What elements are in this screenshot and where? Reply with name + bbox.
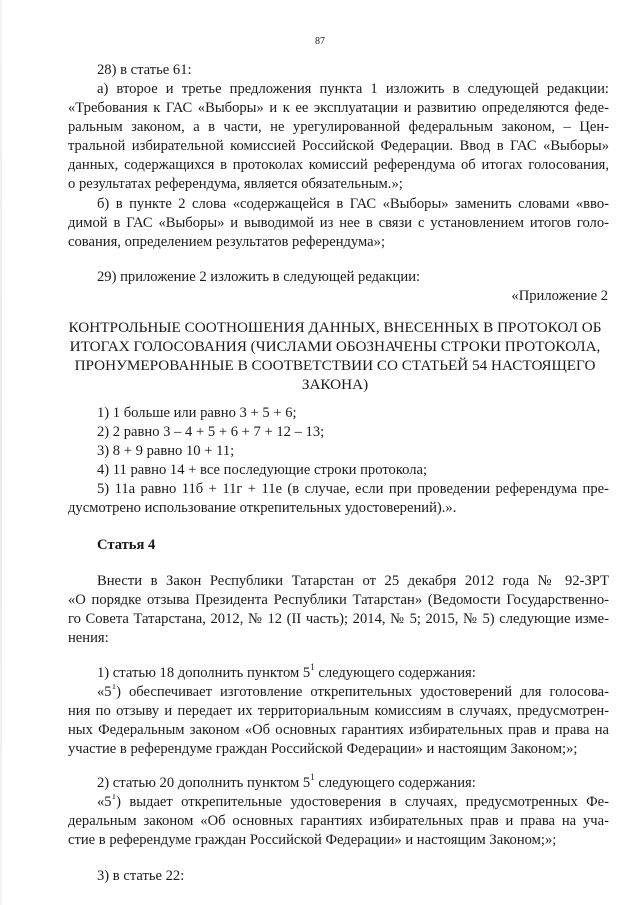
item-28-heading: 28) в статье 61:	[97, 62, 192, 78]
ratio-item: дусмотрено использование открепительных удостоверений).».	[68, 500, 457, 516]
paragraph-line: «$5^1$) выдает открепительные удостоверения в случаях, предусмотренных Фе-	[97, 794, 609, 810]
paragraph-line: а) второе и третье предложения пункта 1 изложить в следующей редакции:	[97, 81, 609, 97]
ratio-item: 4) 11 равно 14 + все последующие строки протокола;	[97, 462, 428, 478]
ratio-item: 2) 2 равно 3 – 4 + 5 + 6 + 7 + 12 – 13;	[97, 424, 325, 440]
appendix-heading-line: ПРОНУМЕРОВАННЫЕ В СООТВЕТСТВИИ СО СТАТЬЕЙ 54 НАСТОЯЩЕГО	[74, 357, 596, 374]
paragraph-line: Внести в Закон Республики Татарстан от 25 декабря 2012 года № 92-ЗРТ	[97, 573, 609, 589]
appendix-heading-line: ЗАКОНА)	[301, 376, 369, 393]
ratio-item: 3) 8 + 9 равно 10 + 11;	[97, 443, 235, 459]
paragraph-line: нения:	[68, 630, 109, 646]
paragraph-line: ральным законом, а в части, не урегулированной федеральным законом, – Цен-	[68, 119, 609, 135]
page-number: 87	[315, 36, 325, 47]
paragraph-line: димой в ГАС «Выборы» и выводимой из нее в связи с установлением итогов голо-	[68, 215, 609, 231]
article4-item-3-heading: 3) в статье 22:	[97, 868, 185, 884]
paragraph-line: ния по отзыву и передает их территориальным комиссиям в случаях, предусмотрен-	[68, 703, 609, 719]
paragraph-line: б) в пункте 2 слова «содержащейся в ГАС «Выборы» заменить словами «вво-	[97, 196, 609, 212]
article4-item-1-heading: 1) статью 18 дополнить пунктом $5^1$ следующего содержания:	[97, 662, 476, 681]
article4-item-2-heading: 2) статью 20 дополнить пунктом $5^1$ следующего содержания:	[97, 772, 476, 791]
paragraph-line: о результатах референдума, является обязательным.»;	[68, 176, 403, 192]
ratio-item: 5) 11а равно 11б + 11г + 11е (в случае, если при проведении референдума пре-	[97, 481, 609, 497]
paragraph-line: данных, содержащихся в протоколах комиссий референдума об итогах голосования,	[68, 157, 609, 173]
ratio-item: 1) 1 больше или равно 3 + 5 + 6;	[97, 405, 297, 421]
paragraph-line: участие в референдуме граждан Российской Федерации» и настоящим Законом;»;	[68, 741, 578, 757]
paragraph-line: деральным законом «Об основных гарантиях избирательных прав и права на уча-	[68, 813, 609, 829]
scan-margin	[0, 0, 2, 905]
paragraph-line: стие в референдуме граждан Российской Федерации» и настоящим Законом;»;	[68, 832, 557, 848]
paragraph-line: сования, определением результатов референдума»;	[68, 234, 385, 250]
paragraph-line: го Совета Татарстана, 2012, № 12 (II часть); 2014, № 5; 2015, № 5) следующие изме-	[68, 611, 609, 627]
paragraph-line: тральной избирательной комиссией Российской Федерации. Ввод в ГАС «Выборы»	[68, 138, 609, 154]
paragraph-line: ных Федеральным законом «Об основных гарантиях избирательных прав и права на	[68, 722, 609, 738]
paragraph-line: «Требования к ГАС «Выборы» и к ее эксплуатации и развитию определяются феде-	[68, 100, 609, 116]
article-title: Статья 4	[97, 537, 156, 553]
appendix-heading-line: КОНТРОЛЬНЫЕ СООТНОШЕНИЯ ДАННЫХ, ВНЕСЕННЫХ В ПРОТОКОЛ ОБ	[68, 319, 602, 336]
paragraph-line: «О порядке отзыва Президента Республики Татарстан» (Ведомости Государственно-	[68, 592, 609, 608]
appendix-label: «Приложение 2	[511, 288, 608, 304]
paragraph-line: «$5^1$) обеспечивает изготовление открепительных удостоверений для голосова-	[97, 684, 609, 700]
item-29-heading: 29) приложение 2 изложить в следующей редакции:	[97, 269, 421, 285]
appendix-heading-line: ИТОГАХ ГОЛОСОВАНИЯ (ЧИСЛАМИ ОБОЗНАЧЕНЫ СТРОКИ ПРОТОКОЛА,	[69, 338, 601, 355]
